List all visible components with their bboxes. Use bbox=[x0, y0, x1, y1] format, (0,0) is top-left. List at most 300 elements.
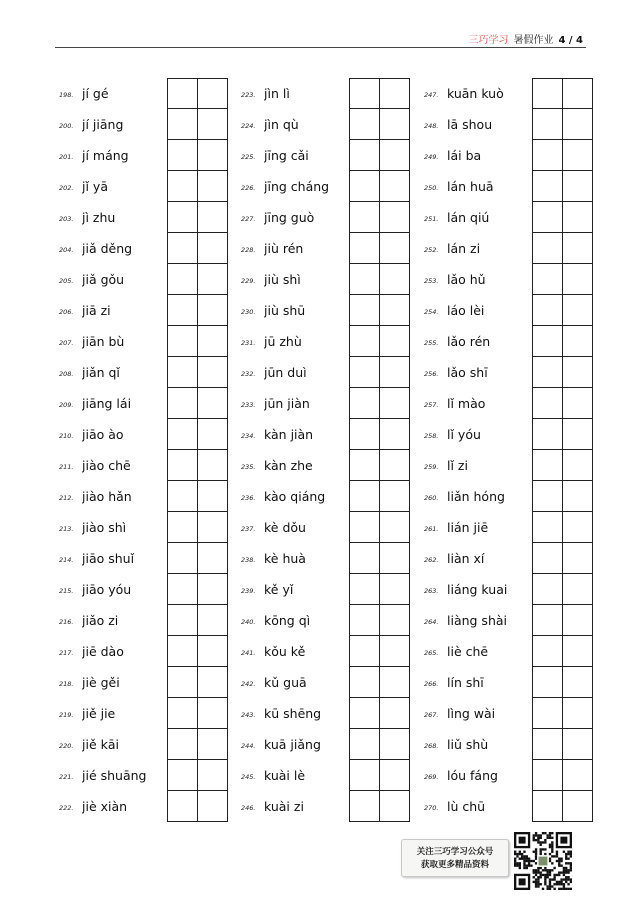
writing-box bbox=[167, 264, 198, 295]
item-number: 209. bbox=[59, 401, 74, 409]
writing-boxes bbox=[532, 481, 593, 512]
writing-box bbox=[167, 357, 198, 388]
pinyin-text: jiù shì bbox=[264, 272, 301, 287]
writing-box bbox=[532, 233, 563, 264]
writing-box bbox=[198, 543, 229, 574]
pinyin-text: jiè xiàn bbox=[82, 799, 128, 814]
pinyin-text: jiè gěi bbox=[82, 675, 120, 690]
writing-box bbox=[167, 140, 198, 171]
pinyin-text: kè dǒu bbox=[264, 520, 306, 535]
item-number: 205. bbox=[59, 277, 74, 285]
writing-box bbox=[198, 512, 229, 543]
writing-boxes bbox=[167, 78, 228, 109]
exercise-row bbox=[59, 326, 228, 357]
writing-box bbox=[380, 636, 411, 667]
writing-boxes bbox=[532, 171, 593, 202]
writing-boxes bbox=[349, 760, 410, 791]
writing-boxes bbox=[532, 605, 593, 636]
writing-box bbox=[198, 171, 229, 202]
exercise-row bbox=[424, 326, 593, 357]
exercise-row bbox=[424, 233, 593, 264]
pinyin-text: lǎo shī bbox=[447, 365, 488, 380]
writing-box bbox=[563, 233, 594, 264]
writing-boxes bbox=[349, 574, 410, 605]
exercise-row bbox=[241, 202, 410, 233]
writing-boxes bbox=[167, 419, 228, 450]
pinyin-text: kuài zi bbox=[264, 799, 304, 814]
page-number: 4 / 4 bbox=[558, 35, 583, 46]
writing-box bbox=[349, 574, 380, 605]
item-number: 252. bbox=[424, 246, 439, 254]
writing-boxes bbox=[349, 481, 410, 512]
pinyin-text: lán zi bbox=[447, 241, 481, 256]
writing-boxes bbox=[167, 636, 228, 667]
pinyin-text: jí gé bbox=[82, 86, 109, 101]
pinyin-text: liè chē bbox=[447, 644, 489, 659]
writing-box bbox=[349, 667, 380, 698]
writing-boxes bbox=[349, 543, 410, 574]
writing-boxes bbox=[349, 233, 410, 264]
writing-box bbox=[349, 388, 380, 419]
writing-box bbox=[563, 543, 594, 574]
writing-box bbox=[563, 450, 594, 481]
item-number: 265. bbox=[424, 649, 439, 657]
item-number: 201. bbox=[59, 153, 74, 161]
writing-box bbox=[198, 791, 229, 822]
item-number: 224. bbox=[241, 122, 256, 130]
writing-box bbox=[167, 791, 198, 822]
pinyin-text: kè huà bbox=[264, 551, 306, 566]
writing-box bbox=[532, 450, 563, 481]
writing-box bbox=[563, 109, 594, 140]
writing-box bbox=[380, 140, 411, 171]
writing-box bbox=[532, 78, 563, 109]
writing-boxes bbox=[167, 512, 228, 543]
item-number: 223. bbox=[241, 91, 256, 99]
writing-boxes bbox=[167, 543, 228, 574]
writing-box bbox=[198, 667, 229, 698]
writing-box bbox=[167, 419, 198, 450]
item-number: 225. bbox=[241, 153, 256, 161]
writing-box bbox=[167, 233, 198, 264]
pinyin-text: jiě jie bbox=[82, 706, 116, 721]
writing-box bbox=[380, 574, 411, 605]
writing-box bbox=[532, 357, 563, 388]
writing-boxes bbox=[349, 512, 410, 543]
writing-box bbox=[198, 419, 229, 450]
writing-boxes bbox=[167, 667, 228, 698]
item-number: 211. bbox=[59, 463, 74, 471]
item-number: 202. bbox=[59, 184, 74, 192]
exercise-row bbox=[59, 791, 228, 822]
writing-box bbox=[349, 450, 380, 481]
writing-box bbox=[563, 419, 594, 450]
writing-box bbox=[380, 450, 411, 481]
exercise-row bbox=[59, 512, 228, 543]
writing-boxes bbox=[167, 481, 228, 512]
writing-boxes bbox=[532, 574, 593, 605]
writing-boxes bbox=[532, 388, 593, 419]
writing-boxes bbox=[349, 78, 410, 109]
writing-box bbox=[198, 729, 229, 760]
writing-box bbox=[563, 295, 594, 326]
writing-boxes bbox=[532, 636, 593, 667]
item-number: 250. bbox=[424, 184, 439, 192]
writing-box bbox=[349, 78, 380, 109]
item-number: 204. bbox=[59, 246, 74, 254]
writing-box bbox=[167, 78, 198, 109]
writing-boxes bbox=[532, 543, 593, 574]
pinyin-text: kuā jiǎng bbox=[264, 737, 321, 752]
item-number: 243. bbox=[241, 711, 256, 719]
item-number: 260. bbox=[424, 494, 439, 502]
pinyin-text: jiē dào bbox=[82, 644, 124, 659]
item-number: 230. bbox=[241, 308, 256, 316]
writing-box bbox=[380, 202, 411, 233]
item-number: 219. bbox=[59, 711, 74, 719]
writing-boxes bbox=[167, 202, 228, 233]
pinyin-text: kuān kuò bbox=[447, 86, 504, 101]
item-number: 215. bbox=[59, 587, 74, 595]
pinyin-text: jì zhu bbox=[82, 210, 116, 225]
writing-box bbox=[198, 78, 229, 109]
pinyin-text: kàn jiàn bbox=[264, 427, 314, 442]
writing-box bbox=[380, 233, 411, 264]
writing-box bbox=[532, 574, 563, 605]
pinyin-text: lǐ mào bbox=[447, 396, 486, 411]
writing-box bbox=[349, 636, 380, 667]
exercise-row bbox=[59, 171, 228, 202]
writing-boxes bbox=[532, 419, 593, 450]
item-number: 206. bbox=[59, 308, 74, 316]
writing-boxes bbox=[349, 264, 410, 295]
item-number: 207. bbox=[59, 339, 74, 347]
writing-boxes bbox=[349, 791, 410, 822]
pinyin-text: lián jiē bbox=[447, 520, 489, 535]
pinyin-text: kū shēng bbox=[264, 706, 322, 721]
writing-box bbox=[563, 357, 594, 388]
pinyin-text: liáng kuai bbox=[447, 582, 508, 597]
writing-boxes bbox=[349, 605, 410, 636]
writing-boxes bbox=[532, 667, 593, 698]
pinyin-text: jīng cǎi bbox=[264, 148, 309, 163]
writing-box bbox=[380, 264, 411, 295]
writing-boxes bbox=[532, 698, 593, 729]
writing-box bbox=[198, 574, 229, 605]
pinyin-text: jiào hǎn bbox=[82, 489, 132, 504]
item-number: 221. bbox=[59, 773, 74, 781]
writing-boxes bbox=[532, 760, 593, 791]
pinyin-text: jiào chē bbox=[82, 458, 131, 473]
exercise-row bbox=[424, 574, 593, 605]
item-number: 222. bbox=[59, 804, 74, 812]
writing-boxes bbox=[532, 729, 593, 760]
writing-box bbox=[532, 605, 563, 636]
writing-boxes bbox=[532, 78, 593, 109]
exercise-row bbox=[59, 357, 228, 388]
pinyin-text: jìn qù bbox=[264, 117, 299, 132]
writing-box bbox=[167, 109, 198, 140]
exercise-row bbox=[424, 171, 593, 202]
writing-box bbox=[532, 636, 563, 667]
item-number: 214. bbox=[59, 556, 74, 564]
writing-box bbox=[380, 543, 411, 574]
writing-box bbox=[167, 295, 198, 326]
writing-box bbox=[563, 574, 594, 605]
pinyin-text: jiǎ gǒu bbox=[82, 272, 125, 287]
writing-box bbox=[380, 78, 411, 109]
writing-boxes bbox=[167, 760, 228, 791]
writing-box bbox=[167, 543, 198, 574]
item-number: 266. bbox=[424, 680, 439, 688]
writing-box bbox=[198, 450, 229, 481]
writing-box bbox=[198, 109, 229, 140]
writing-boxes bbox=[532, 295, 593, 326]
pinyin-text: jiāng lái bbox=[82, 396, 132, 411]
exercise-row bbox=[241, 512, 410, 543]
writing-boxes bbox=[532, 326, 593, 357]
writing-box bbox=[532, 202, 563, 233]
pinyin-text: lǎo hǔ bbox=[447, 272, 486, 287]
writing-boxes bbox=[532, 233, 593, 264]
item-number: 264. bbox=[424, 618, 439, 626]
item-number: 263. bbox=[424, 587, 439, 595]
item-number: 227. bbox=[241, 215, 256, 223]
writing-box bbox=[167, 605, 198, 636]
writing-box bbox=[380, 481, 411, 512]
exercise-row bbox=[424, 202, 593, 233]
writing-box bbox=[380, 171, 411, 202]
exercise-row bbox=[241, 605, 410, 636]
exercise-row bbox=[59, 78, 228, 109]
writing-box bbox=[167, 326, 198, 357]
pinyin-text: lìng wài bbox=[447, 706, 496, 721]
exercise-row bbox=[241, 78, 410, 109]
item-number: 269. bbox=[424, 773, 439, 781]
item-number: 247. bbox=[424, 91, 439, 99]
item-number: 233. bbox=[241, 401, 256, 409]
writing-box bbox=[198, 202, 229, 233]
writing-box bbox=[563, 264, 594, 295]
pinyin-text: jí máng bbox=[82, 148, 129, 163]
item-number: 203. bbox=[59, 215, 74, 223]
exercise-row bbox=[59, 574, 228, 605]
exercise-row bbox=[424, 109, 593, 140]
writing-box bbox=[198, 357, 229, 388]
pinyin-text: jiù rén bbox=[264, 241, 304, 256]
exercise-row bbox=[424, 481, 593, 512]
footer-line-2: 获取更多精品资料 bbox=[420, 860, 489, 870]
item-number: 238. bbox=[241, 556, 256, 564]
exercise-row bbox=[59, 481, 228, 512]
writing-box bbox=[198, 264, 229, 295]
item-number: 248. bbox=[424, 122, 439, 130]
writing-box bbox=[198, 233, 229, 264]
writing-box bbox=[532, 481, 563, 512]
item-number: 216. bbox=[59, 618, 74, 626]
exercise-row bbox=[59, 140, 228, 171]
writing-boxes bbox=[167, 791, 228, 822]
pinyin-text: lù chū bbox=[447, 799, 486, 814]
exercise-row bbox=[424, 357, 593, 388]
writing-box bbox=[563, 512, 594, 543]
writing-boxes bbox=[349, 388, 410, 419]
item-number: 231. bbox=[241, 339, 256, 347]
writing-box bbox=[563, 698, 594, 729]
exercise-row bbox=[241, 791, 410, 822]
exercise-row bbox=[241, 388, 410, 419]
exercise-row bbox=[241, 667, 410, 698]
exercise-row bbox=[241, 636, 410, 667]
writing-box bbox=[532, 698, 563, 729]
writing-box bbox=[532, 326, 563, 357]
exercise-row bbox=[59, 264, 228, 295]
writing-boxes bbox=[349, 636, 410, 667]
writing-box bbox=[349, 605, 380, 636]
exercise-row bbox=[59, 667, 228, 698]
writing-boxes bbox=[532, 450, 593, 481]
writing-box bbox=[532, 388, 563, 419]
writing-box bbox=[563, 667, 594, 698]
writing-box bbox=[380, 512, 411, 543]
writing-box bbox=[380, 357, 411, 388]
exercise-row bbox=[241, 326, 410, 357]
item-number: 244. bbox=[241, 742, 256, 750]
exercise-row bbox=[59, 419, 228, 450]
pinyin-text: jǐ yā bbox=[82, 179, 108, 194]
writing-box bbox=[349, 419, 380, 450]
item-number: 256. bbox=[424, 370, 439, 378]
pinyin-text: jūn duì bbox=[264, 365, 307, 380]
writing-boxes bbox=[167, 264, 228, 295]
writing-box bbox=[167, 450, 198, 481]
pinyin-text: kǔ guā bbox=[264, 675, 307, 690]
exercise-row bbox=[424, 295, 593, 326]
exercise-row bbox=[59, 729, 228, 760]
exercise-row bbox=[59, 295, 228, 326]
exercise-column-1 bbox=[59, 78, 228, 822]
pinyin-text: jiǎ děng bbox=[82, 241, 133, 256]
exercise-row bbox=[59, 698, 228, 729]
writing-box bbox=[563, 388, 594, 419]
exercise-row bbox=[424, 512, 593, 543]
item-number: 242. bbox=[241, 680, 256, 688]
exercise-row bbox=[241, 140, 410, 171]
exercise-row bbox=[59, 636, 228, 667]
exercise-row bbox=[424, 729, 593, 760]
writing-box bbox=[380, 791, 411, 822]
writing-box bbox=[349, 109, 380, 140]
pinyin-text: jiǎo zi bbox=[82, 613, 119, 628]
writing-box bbox=[349, 512, 380, 543]
item-number: 270. bbox=[424, 804, 439, 812]
item-number: 232. bbox=[241, 370, 256, 378]
exercise-row bbox=[424, 450, 593, 481]
writing-boxes bbox=[167, 574, 228, 605]
pinyin-text: jū zhù bbox=[264, 334, 302, 349]
writing-box bbox=[198, 326, 229, 357]
writing-box bbox=[380, 605, 411, 636]
exercise-row bbox=[241, 233, 410, 264]
exercise-row bbox=[241, 729, 410, 760]
writing-box bbox=[349, 791, 380, 822]
footer-promo-box bbox=[401, 839, 509, 877]
writing-box bbox=[198, 698, 229, 729]
pinyin-text: jiāo ào bbox=[82, 427, 124, 442]
writing-boxes bbox=[167, 326, 228, 357]
writing-boxes bbox=[349, 419, 410, 450]
writing-box bbox=[532, 295, 563, 326]
writing-boxes bbox=[532, 357, 593, 388]
writing-box bbox=[563, 729, 594, 760]
writing-boxes bbox=[532, 512, 593, 543]
pinyin-text: jí jiāng bbox=[82, 117, 124, 132]
item-number: 210. bbox=[59, 432, 74, 440]
writing-box bbox=[198, 295, 229, 326]
exercise-row bbox=[241, 543, 410, 574]
writing-box bbox=[167, 636, 198, 667]
writing-box bbox=[563, 78, 594, 109]
writing-boxes bbox=[349, 109, 410, 140]
exercise-row bbox=[59, 543, 228, 574]
exercise-row bbox=[424, 698, 593, 729]
writing-boxes bbox=[349, 357, 410, 388]
writing-boxes bbox=[349, 698, 410, 729]
writing-box bbox=[167, 481, 198, 512]
writing-boxes bbox=[167, 233, 228, 264]
writing-box bbox=[563, 636, 594, 667]
writing-box bbox=[349, 481, 380, 512]
writing-box bbox=[380, 667, 411, 698]
item-number: 213. bbox=[59, 525, 74, 533]
pinyin-text: jiā zi bbox=[82, 303, 111, 318]
pinyin-text: kàn zhe bbox=[264, 458, 313, 473]
writing-boxes bbox=[167, 450, 228, 481]
header-divider bbox=[55, 47, 586, 48]
writing-box bbox=[167, 667, 198, 698]
writing-box bbox=[167, 171, 198, 202]
item-number: 226. bbox=[241, 184, 256, 192]
pinyin-text: liǔ shù bbox=[447, 737, 489, 752]
writing-boxes bbox=[532, 202, 593, 233]
exercise-row bbox=[59, 760, 228, 791]
writing-box bbox=[349, 698, 380, 729]
exercise-row bbox=[424, 140, 593, 171]
writing-boxes bbox=[349, 295, 410, 326]
exercise-row bbox=[424, 78, 593, 109]
writing-box bbox=[563, 481, 594, 512]
pinyin-text: liàng shài bbox=[447, 613, 508, 628]
writing-boxes bbox=[349, 450, 410, 481]
exercise-row bbox=[241, 698, 410, 729]
writing-boxes bbox=[532, 791, 593, 822]
writing-boxes bbox=[532, 140, 593, 171]
item-number: 251. bbox=[424, 215, 439, 223]
item-number: 255. bbox=[424, 339, 439, 347]
pinyin-text: lǎo rén bbox=[447, 334, 491, 349]
pinyin-text: láo lèi bbox=[447, 303, 485, 318]
writing-boxes bbox=[349, 667, 410, 698]
writing-box bbox=[380, 388, 411, 419]
writing-box bbox=[349, 729, 380, 760]
writing-box bbox=[532, 512, 563, 543]
pinyin-text: jiào shì bbox=[82, 520, 127, 535]
exercise-row bbox=[241, 481, 410, 512]
writing-box bbox=[380, 729, 411, 760]
writing-box bbox=[563, 202, 594, 233]
writing-box bbox=[349, 233, 380, 264]
footer-line-1: 关注三巧学习公众号 bbox=[416, 847, 494, 857]
